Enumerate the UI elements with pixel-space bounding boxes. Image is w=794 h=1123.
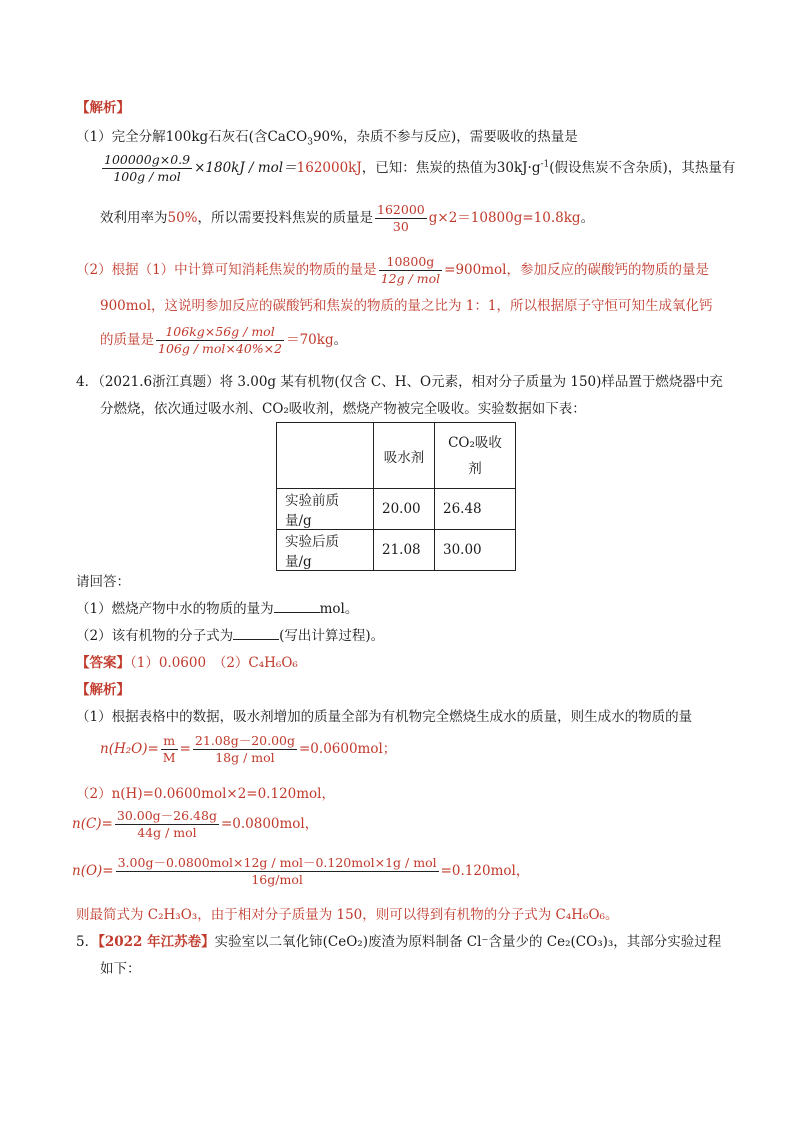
fraction-cao: $\frac{\text{106kg×56g / mol}}{\text{106g / mol×40\%×2}}$ (158, 324, 283, 356)
table-header-water: 吸水剂 (374, 423, 435, 489)
q4-analysis-5: n(O)= $\frac{\text{3.00g－0.0800mol×12g / mol－0.120mol×1g / mol}}{\text{16g/mol}}$ =0.120mol， (72, 855, 530, 887)
fraction-carbon: $\frac{30.00g-26.48g}{\text{44g / mol}}$ (116, 808, 217, 840)
table-cell: 30.00 (435, 530, 516, 571)
analysis-line-3: 效利用率为50%，所以需要投料焦炭的质量是 $\frac{162000}{30}$ g×2＝10800g=10.8kg。 (100, 202, 595, 234)
q4-prompt: 请回答： (76, 574, 130, 590)
q4-sub-2: （2）该有机物的分子式为 (写出计算过程)。 (76, 628, 385, 644)
q4-analysis-2: n(H₂O)= $\frac{m}{M}$ = $\frac{21.08g-20.00g}{\text{18g / mol}}$ =0.0600mol； (100, 733, 397, 765)
table-cell: 实验后质量/g (277, 530, 374, 571)
table-row (277, 423, 516, 489)
analysis-line-5: 900mol，这说明参加反应的碳酸钙和焦炭的物质的量之比为 1：1，所以根据原子守恒可知生成氧化钙 (100, 298, 713, 314)
q4-analysis-4: n(C)= $\frac{30.00g-26.48g}{\text{44g / mol}}$ =0.0800mol， (72, 808, 319, 840)
fraction-oxygen: $\frac{\text{3.00g－0.0800mol×12g / mol－0.120mol×1g / mol}}{\text{16g/mol}}$ (117, 855, 437, 887)
fraction-moles: $\frac{10800g}{\text{12g / mol}}$ (380, 254, 441, 286)
answer-blank (233, 627, 279, 640)
fraction-water: $\frac{21.08g-20.00g}{\text{18g / mol}}$ (194, 733, 295, 765)
table-header-co2: CO₂吸收 剂 (435, 423, 516, 489)
analysis-line-2: $\frac{100000g\times 0.9}{\text{100g / mol}}$ ×180kJ / mol＝162000kJ，已知：焦炭的热值为$30kJ\cdot g^{-1}$(假设焦炭不含杂质)，其热量有 (104, 152, 736, 184)
table-row (277, 489, 516, 530)
q5-line-2: 如下： (100, 961, 141, 977)
q4-analysis-3: （2）n(H)=0.0600mol×2=0.120mol， (76, 786, 335, 802)
q5-line-1: 5．【2022 年江苏卷】实验室以二氧化铈(CeO₂)废渣为原料制备 Cl⁻含量少的 Ce₂(CO₃)₃，其部分实验过程 (76, 934, 722, 950)
q4-answer: 【答案】（1）0.0600 （2）C₄H₆O₆ (76, 655, 298, 671)
analysis-heading: 【解析】 (76, 100, 130, 116)
q4-line-1: 4．（2021.6浙江真题）将 3.00g 某有机物(仅含 C、H、O元素，相对分子质量为 150)样品置于燃烧器中充 (76, 374, 723, 390)
q4-line-2: 分燃烧，依次通过吸水剂、CO₂吸收剂，燃烧产物被完全吸收。实验数据如下表： (100, 401, 586, 417)
data-table (276, 422, 516, 571)
fraction-heat: $\frac{100000g\times 0.9}{\text{100g / mol}}$ (104, 152, 191, 184)
table-cell: 实验前质量/g (277, 489, 374, 530)
fraction-coke: $\frac{162000}{30}$ (377, 202, 425, 234)
analysis-line-6: 的质量是 $\frac{\text{106kg×56g / mol}}{\text{106g / mol×40\%×2}}$ ＝70kg。 (100, 324, 348, 356)
table-cell: 20.00 (374, 489, 435, 530)
table-cell: 21.08 (374, 530, 435, 571)
analysis-line-4: （2）根据（1）中计算可知消耗焦炭的物质的量是 $\frac{10800g}{\text{12g / mol}}$ =900mol，参加反应的碳酸钙的物质的量是 (76, 254, 709, 286)
answer-blank (274, 600, 320, 613)
table-cell (277, 423, 374, 489)
q4-analysis-1: （1）根据表格中的数据，吸水剂增加的质量全部为有机物完全燃烧生成水的质量，则生成水的物质的量 (76, 709, 693, 725)
q4-analysis-6: 则最简式为 C₂H₃O₃，由于相对分子质量为 150，则可以得到有机物的分子式为 C₄H₆O₆。 (76, 907, 619, 923)
analysis-line-1: （1）完全分解100kg石灰石(含CaCO$_3$90%，杂质不参与反应)，需要吸收的热量是 (76, 129, 578, 148)
q4-sub-1: （1）燃烧产物中水的物质的量为 mol。 (76, 601, 359, 617)
table-cell: 26.48 (435, 489, 516, 530)
fraction-m-over-M: $\frac{m}{M}$ (162, 733, 176, 765)
q4-analysis-heading: 【解析】 (76, 682, 130, 698)
table-row (277, 530, 516, 571)
